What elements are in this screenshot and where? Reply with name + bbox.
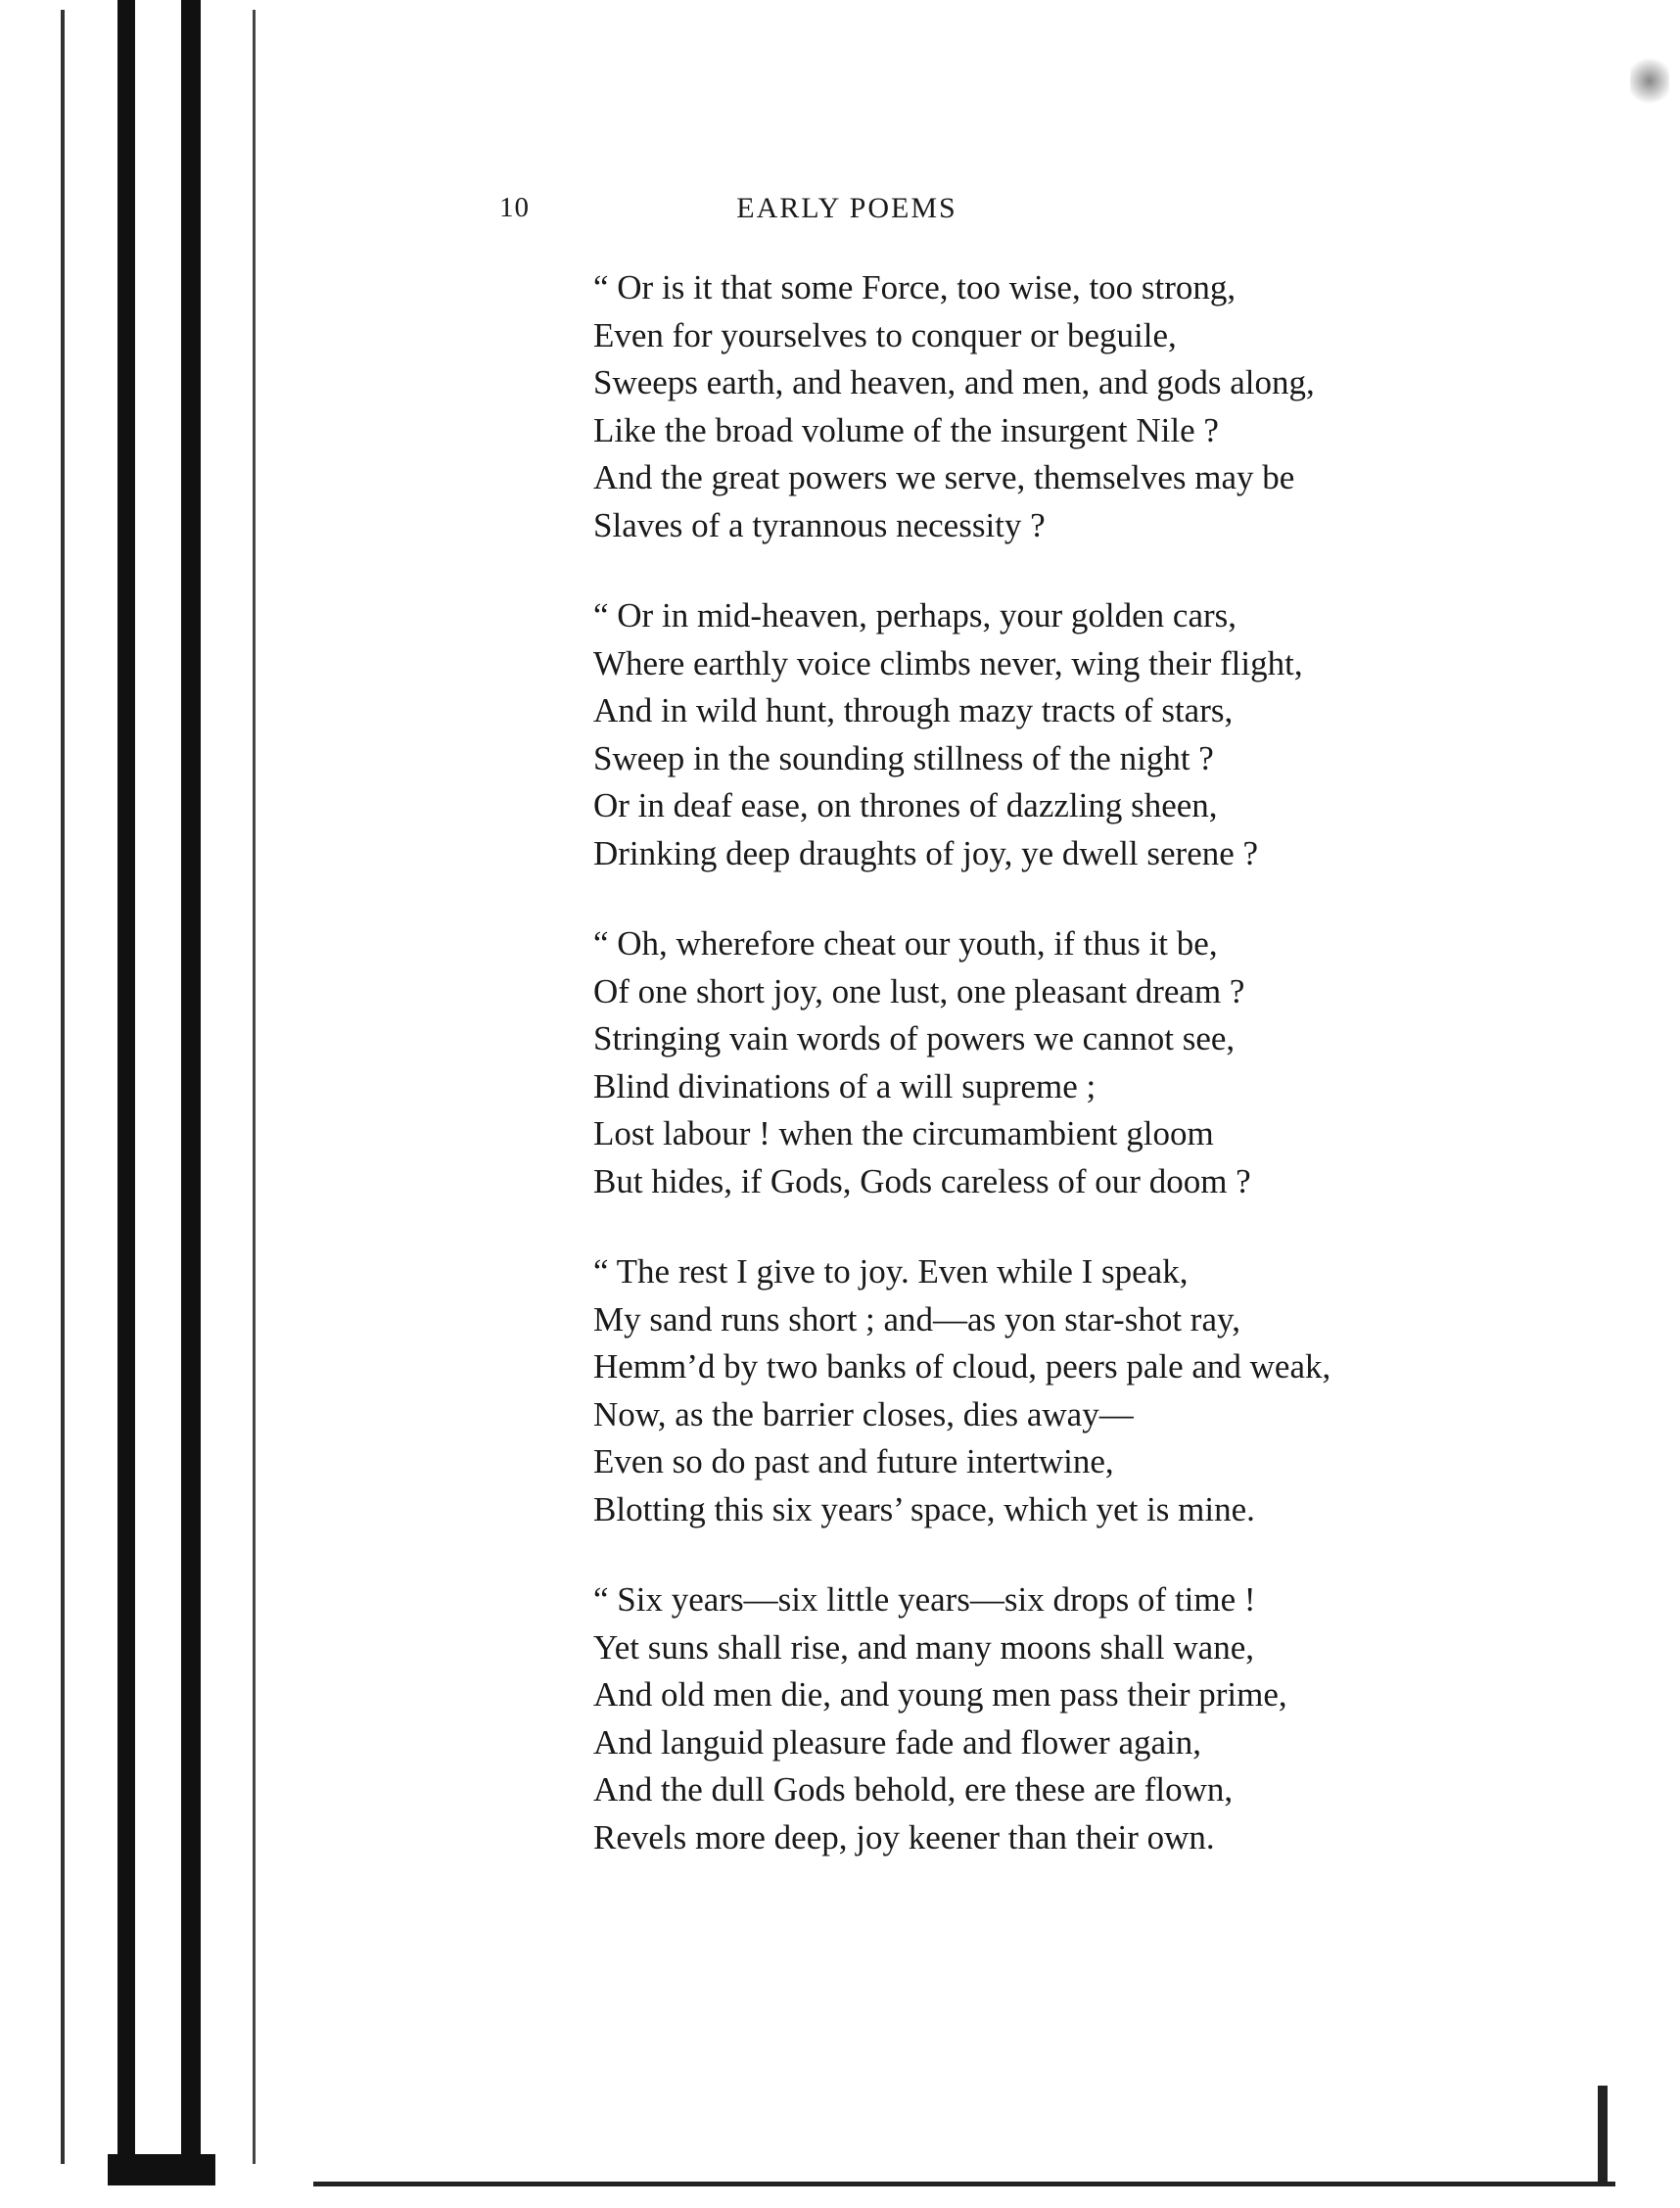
verse-line: Hemm’d by two banks of cloud, peers pale and weak, <box>593 1347 1331 1386</box>
verse-line: Now, as the barrier closes, dies away— <box>593 1394 1134 1433</box>
verse-line: Even for yourselves to conquer or beguile, <box>593 315 1177 354</box>
verse-line: Yet suns shall rise, and many moons shall wane, <box>593 1627 1254 1667</box>
stanza <box>593 1576 1582 1861</box>
page-bottom-edge <box>313 2182 1615 2186</box>
verse-line: Or in deaf ease, on thrones of dazzling sheen, <box>593 786 1218 824</box>
poem-body <box>593 264 1582 1904</box>
verse-line: “ Oh, wherefore cheat our youth, if thus it be, <box>593 924 1218 963</box>
verse-line: Revels more deep, joy keener than their own. <box>593 1817 1215 1856</box>
verse-line: Blotting this six years’ space, which yet is mine. <box>593 1489 1255 1528</box>
verse-line: And in wild hunt, through mazy tracts of stars, <box>593 691 1234 729</box>
stanza <box>593 592 1582 877</box>
page-number: 10 <box>499 192 530 223</box>
page-right-edge-mark <box>1598 2086 1608 2184</box>
verse-line: “ Six years—six little years—six drops of time ! <box>593 1580 1256 1619</box>
verse-line: Blind divinations of a will supreme ; <box>593 1066 1097 1105</box>
verse-line: Stringing vain words of powers we cannot see, <box>593 1019 1236 1057</box>
stanza <box>593 264 1582 549</box>
verse-line: Of one short joy, one lust, one pleasant dream ? <box>593 971 1245 1010</box>
verse-line: “ The rest I give to joy. Even while I speak, <box>593 1252 1189 1291</box>
running-head <box>499 192 1194 231</box>
binding-edge-shadow <box>108 2154 215 2185</box>
verse-line: Sweeps earth, and heaven, and men, and gods along, <box>593 363 1315 401</box>
verse-line: Even so do past and future intertwine, <box>593 1442 1114 1480</box>
verse-line: Like the broad volume of the insurgent Nile ? <box>593 410 1219 449</box>
verse-line: And the great powers we serve, themselves may be <box>593 458 1295 496</box>
binding-edge-shadow <box>181 0 201 2184</box>
verse-line: Where earthly voice climbs never, wing their flight, <box>593 643 1303 682</box>
verse-line: And languid pleasure fade and flower again, <box>593 1722 1202 1762</box>
scan-smudge <box>1630 54 1669 108</box>
stanza <box>593 1248 1582 1533</box>
binding-edge-shadow <box>253 10 256 2164</box>
verse-line: Lost labour ! when the circumambient gloom <box>593 1114 1214 1152</box>
stanza <box>593 920 1582 1205</box>
verse-line: My sand runs short ; and—as yon star-shot ray, <box>593 1299 1240 1339</box>
verse-line: Sweep in the sounding stillness of the night ? <box>593 738 1214 777</box>
verse-line: And old men die, and young men pass their prime, <box>593 1675 1287 1714</box>
verse-line: Slaves of a tyrannous necessity ? <box>593 505 1046 544</box>
verse-line: But hides, if Gods, Gods careless of our doom ? <box>593 1161 1251 1200</box>
binding-edge-shadow <box>61 10 65 2164</box>
verse-line: “ Or is it that some Force, too wise, too strong, <box>593 268 1237 306</box>
verse-line: “ Or in mid-heaven, perhaps, your golden cars, <box>593 596 1237 634</box>
verse-line: And the dull Gods behold, ere these are flown, <box>593 1770 1234 1809</box>
running-title: EARLY POEMS <box>736 192 957 224</box>
binding-edge-shadow <box>117 0 135 2169</box>
verse-line: Drinking deep draughts of joy, ye dwell serene ? <box>593 833 1259 872</box>
